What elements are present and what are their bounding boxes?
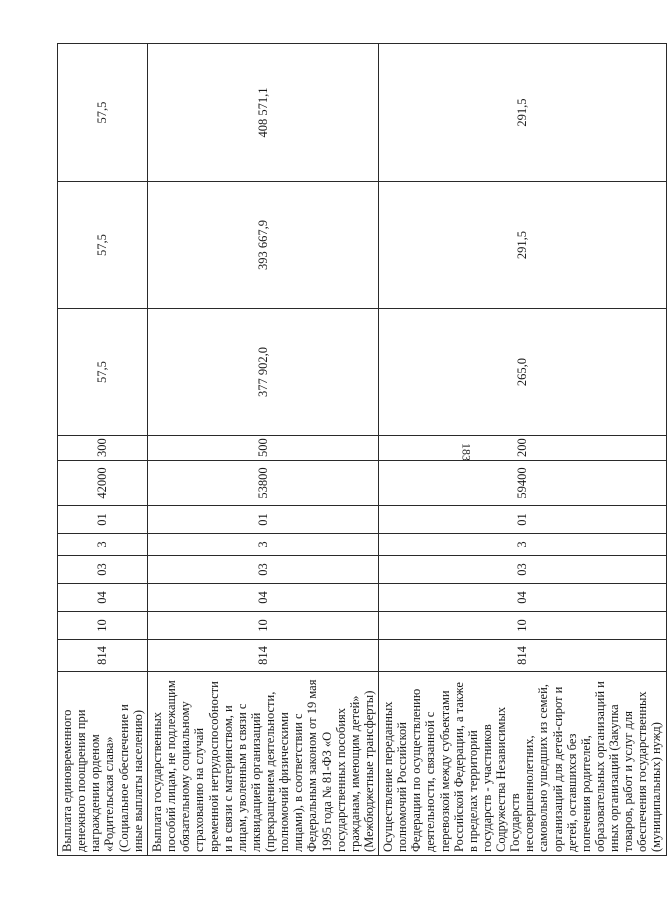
subsection-cell: 04 — [58, 584, 148, 612]
program-cell: 03 — [58, 556, 148, 584]
grbs-cell: 814 — [58, 640, 148, 672]
direction-cell: 59400 — [379, 461, 667, 506]
activity-cell: 01 — [148, 506, 379, 534]
section-cell: 10 — [58, 612, 148, 640]
subsection-cell: 04 — [148, 584, 379, 612]
direction-cell: 53800 — [148, 461, 379, 506]
grbs-cell: 814 — [379, 640, 667, 672]
section-cell: 10 — [379, 612, 667, 640]
subprogram-cell: 3 — [58, 534, 148, 556]
expense-type-cell: 200 — [379, 436, 667, 461]
rotated-page-content — [57, 44, 664, 856]
row-name-cell: Осуществление переданных полномочий Российской Федерации по осуществлению деятельности, связанной с перевозкой между субъектами Российской Федерации, а также в пределах территорий государств - участников Содружества Независимых Государств несовершеннолетних, самовольно ушедших из семей, организаций для детей-сирот и детей, оставшихся без попечения родителей, образовательных организаций и иных организаций (Закупка товаров, работ и услуг для обеспечения государственных (муниципальных) нужд) — [379, 672, 667, 856]
amount-year3-cell: 57,5 — [58, 44, 148, 182]
amount-year3-cell: 291,5 — [379, 44, 667, 182]
row-name-cell: Выплата единовременного денежного поощрения при награждении орденом «Родительская слава» (Социальное обеспечение и иные выплаты населению) — [58, 672, 148, 856]
table-row — [148, 44, 379, 856]
table-row — [58, 44, 148, 856]
grbs-cell: 814 — [148, 640, 379, 672]
row-name-cell: Выплата государственных пособий лицам, не подлежащим обязательному социальному страхованию на случай временной нетрудоспособности и в связи с материнством, и лицам, уволенным в связи с ликвидацией организаций (прекращением деятельности, полномочий физическими лицами), в соответствии с Федеральным законом от 19 мая 1995 года № 81-ФЗ «О государственных пособиях гражданам, имеющим детей» (Межбюджетные трансферты) — [148, 672, 379, 856]
activity-cell: 01 — [58, 506, 148, 534]
amount-year2-cell: 291,5 — [379, 182, 667, 309]
program-cell: 03 — [148, 556, 379, 584]
amount-year1-cell: 265,0 — [379, 309, 667, 436]
expense-type-cell: 500 — [148, 436, 379, 461]
activity-cell: 01 — [379, 506, 667, 534]
budget-table-container — [57, 44, 664, 856]
amount-year2-cell: 393 667,9 — [148, 182, 379, 309]
program-cell: 03 — [379, 556, 667, 584]
section-cell: 10 — [148, 612, 379, 640]
page-number: 183 — [459, 443, 474, 461]
amount-year2-cell: 57,5 — [58, 182, 148, 309]
direction-cell: 42000 — [58, 461, 148, 506]
amount-year1-cell: 377 902,0 — [148, 309, 379, 436]
expense-type-cell: 300 — [58, 436, 148, 461]
amount-year1-cell: 57,5 — [58, 309, 148, 436]
subprogram-cell: 3 — [148, 534, 379, 556]
subprogram-cell: 3 — [379, 534, 667, 556]
subsection-cell: 04 — [379, 584, 667, 612]
budget-table — [57, 43, 667, 856]
table-row — [379, 44, 667, 856]
amount-year3-cell: 408 571,1 — [148, 44, 379, 182]
